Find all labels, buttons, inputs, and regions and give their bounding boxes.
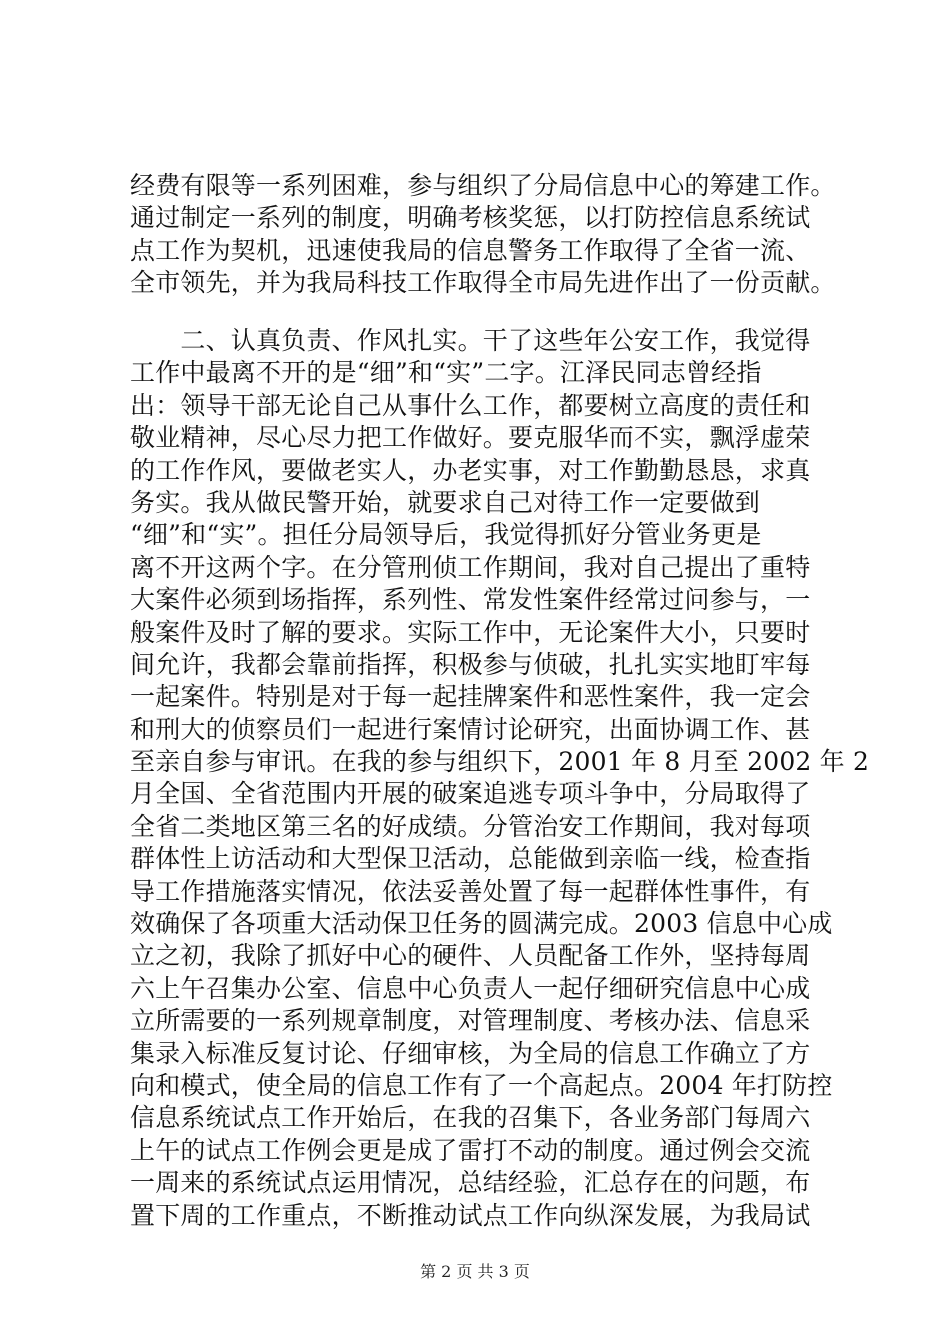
text-line: 信息系统试点工作开始后，在我的召集下，各业务部门每周六 xyxy=(130,1103,811,1133)
text-line: 间允许，我都会靠前指挥，积极参与侦破，扎扎实实地盯牢每 xyxy=(130,649,811,679)
text-line: 置下周的工作重点，不断推动试点工作向纵深发展，为我局试 xyxy=(130,1200,811,1230)
text-line: 离不开这两个字。在分管刑侦工作期间，我对自己提出了重特 xyxy=(130,552,811,582)
text-line: 全省二类地区第三名的好成绩。分管治安工作期间，我对每项 xyxy=(130,811,811,841)
text-line: 一周来的系统试点运用情况，总结经验，汇总存在的问题，布 xyxy=(130,1168,811,1198)
text-line: 务实。我从做民警开始，就要求自己对待工作一定要做到 xyxy=(130,487,761,517)
text-line: 导工作措施落实情况，依法妥善处置了每一起群体性事件，有 xyxy=(130,876,811,906)
text-line: 月全国、全省范围内开展的破案追逃专项斗争中，分局取得了 xyxy=(130,779,811,809)
text-line: 六上午召集办公室、信息中心负责人一起仔细研究信息中心成 xyxy=(130,973,811,1003)
text-line: 敬业精神，尽心尽力把工作做好。要克服华而不实，飘浮虚荣 xyxy=(130,423,811,453)
text-line: 大案件必须到场指挥，系列性、常发性案件经常过问参与，一 xyxy=(130,585,811,615)
text-line: 出：领导干部无论自己从事什么工作，都要树立高度的责任和 xyxy=(130,390,811,420)
text-line: 效确保了各项重大活动保卫任务的圆满完成。2003 信息中心成 xyxy=(130,909,833,939)
page-footer xyxy=(0,1262,950,1282)
text-line: 点工作为契机，迅速使我局的信息警务工作取得了全省一流、 xyxy=(130,235,811,265)
text-line: 上午的试点工作例会更是成了雷打不动的制度。通过例会交流 xyxy=(130,1135,811,1165)
text-line: 二、认真负责、作风扎实。干了这些年公安工作，我觉得 xyxy=(130,326,811,355)
text-line: 一起案件。特别是对于每一起挂牌案件和恶性案件，我一定会 xyxy=(130,682,811,712)
text-line: 立之初，我除了抓好中心的硬件、人员配备工作外，坚持每周 xyxy=(130,941,811,971)
text-line: 般案件及时了解的要求。实际工作中，无论案件大小，只要时 xyxy=(130,617,811,647)
text-line: 立所需要的一系列规章制度，对管理制度、考核办法、信息采 xyxy=(130,1006,811,1036)
text-line: 通过制定一系列的制度，明确考核奖惩，以打防控信息系统试 xyxy=(130,203,811,233)
text-line: 和刑大的侦察员们一起进行案情讨论研究，出面协调工作、甚 xyxy=(130,714,811,744)
text-line: 至亲自参与审讯。在我的参与组织下，2001 年 8 月至 2002 年 2 xyxy=(130,747,870,777)
text-line: 群体性上访活动和大型保卫活动，总能做到亲临一线，检查指 xyxy=(130,844,811,874)
page-number: 第 2 页 共 3 页 xyxy=(420,1262,530,1281)
text-line: “细”和“实”。担任分局领导后，我觉得抓好分管业务更是 xyxy=(130,520,762,550)
text-line: 全市领先，并为我局科技工作取得全市局先进作出了一份贡献。 xyxy=(130,268,836,298)
text-line: 集录入标准反复讨论、仔细审核，为全局的信息工作确立了方 xyxy=(130,1038,811,1068)
text-line: 工作中最离不开的是“细”和“实”二字。江泽民同志曾经指 xyxy=(130,358,762,388)
text-line: 向和模式，使全局的信息工作有了一个高起点。2004 年打防控 xyxy=(130,1070,833,1100)
paragraph-2 xyxy=(130,325,870,1232)
paragraph-1 xyxy=(130,170,836,300)
text-line: 的工作作风，要做老实人，办老实事，对工作勤勤恳恳，求真 xyxy=(130,455,811,485)
text-line: 经费有限等一系列困难，参与组织了分局信息中心的筹建工作。 xyxy=(130,171,836,200)
